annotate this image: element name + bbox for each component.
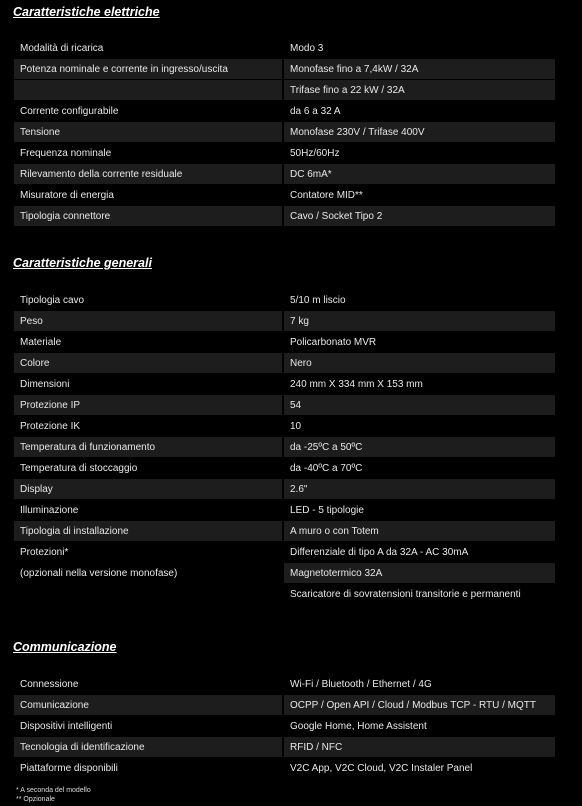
table-row: [14, 674, 555, 694]
row-label: Potenza nominale e corrente in ingresso/uscita: [14, 59, 282, 79]
row-value: 50Hz/60Hz: [282, 143, 555, 163]
row-label: Display: [14, 479, 282, 499]
row-value: 10: [282, 416, 555, 436]
row-value: V2C App, V2C Cloud, V2C Instaler Panel: [282, 758, 555, 778]
table-row: [14, 584, 555, 604]
row-value: Differenziale di tipo A da 32A - AC 30mA: [282, 542, 555, 562]
table-row: [14, 500, 555, 520]
row-value: Magnetotermico 32A: [282, 563, 555, 583]
footnotes: [16, 786, 91, 804]
table-row: [14, 38, 555, 58]
row-label: Tipologia di installazione: [14, 521, 282, 541]
row-value: Monofase 230V / Trifase 400V: [282, 122, 555, 142]
row-value: 5/10 m liscio: [282, 290, 555, 310]
table-row: [14, 311, 555, 331]
table-row: [14, 458, 555, 478]
row-value: Policarbonato MVR: [282, 332, 555, 352]
table-row: [14, 563, 555, 583]
row-value: 2.6": [282, 479, 555, 499]
communication-specs-table: [14, 673, 555, 779]
row-label: Illuminazione: [14, 500, 282, 520]
table-row: [14, 716, 555, 736]
row-value: Cavo / Socket Tipo 2: [282, 206, 555, 226]
table-row: [14, 416, 555, 436]
table-row: [14, 290, 555, 310]
row-value: Monofase fino a 7,4kW / 32A: [282, 59, 555, 79]
general-specs-table: [14, 289, 555, 605]
row-label: Materiale: [14, 332, 282, 352]
table-row: [14, 395, 555, 415]
row-value: 54: [282, 395, 555, 415]
row-label: (opzionali nella versione monofase): [14, 563, 282, 583]
table-row: [14, 206, 555, 226]
row-label: Comunicazione: [14, 695, 282, 715]
row-label: Dimensioni: [14, 374, 282, 394]
row-label: Protezioni*: [14, 542, 282, 562]
row-label: Temperatura di stoccaggio: [14, 458, 282, 478]
row-label: [14, 584, 282, 604]
row-label: Corrente configurabile: [14, 101, 282, 121]
row-value: Modo 3: [282, 38, 555, 58]
row-label: [14, 80, 282, 100]
table-row: [14, 437, 555, 457]
row-label: Frequenza nominale: [14, 143, 282, 163]
table-row: [14, 695, 555, 715]
row-label: Colore: [14, 353, 282, 373]
electrical-specs-table: [14, 37, 555, 227]
table-row: [14, 479, 555, 499]
table-row: [14, 59, 555, 79]
row-value: LED - 5 tipologie: [282, 500, 555, 520]
row-value: Wi-Fi / Bluetooth / Ethernet / 4G: [282, 674, 555, 694]
row-label: Tensione: [14, 122, 282, 142]
row-label: Peso: [14, 311, 282, 331]
row-label: Connessione: [14, 674, 282, 694]
row-label: Tipologia connettore: [14, 206, 282, 226]
table-row: [14, 374, 555, 394]
row-label: Tecnologia di identificazione: [14, 737, 282, 757]
table-row: [14, 332, 555, 352]
table-row: [14, 737, 555, 757]
row-label: Misuratore di energia: [14, 185, 282, 205]
table-row: [14, 353, 555, 373]
row-value: A muro o con Totem: [282, 521, 555, 541]
table-row: [14, 143, 555, 163]
table-row: [14, 122, 555, 142]
row-value: Nero: [282, 353, 555, 373]
table-row: [14, 101, 555, 121]
section-title-electrical: Caratteristiche elettriche: [13, 5, 160, 19]
row-value: DC 6mA*: [282, 164, 555, 184]
footnote-model: * A seconda del modello: [16, 787, 91, 794]
footnote-optional: ** Opzionale: [16, 796, 55, 803]
row-label: Temperatura di funzionamento: [14, 437, 282, 457]
row-value: Contatore MID**: [282, 185, 555, 205]
row-value: Google Home, Home Assistent: [282, 716, 555, 736]
section-title-general: Caratteristiche generali: [13, 256, 152, 270]
table-row: [14, 542, 555, 562]
row-value: da -25ºC a 50ºC: [282, 437, 555, 457]
row-value: RFID / NFC: [282, 737, 555, 757]
table-row: [14, 521, 555, 541]
row-label: Protezione IK: [14, 416, 282, 436]
row-label: Rilevamento della corrente residuale: [14, 164, 282, 184]
row-label: Modalità di ricarica: [14, 38, 282, 58]
row-value: 7 kg: [282, 311, 555, 331]
row-value: OCPP / Open API / Cloud / Modbus TCP - RTU / MQTT: [282, 695, 555, 715]
row-label: Dispositivi intelligenti: [14, 716, 282, 736]
table-row: [14, 80, 555, 100]
row-value: da 6 a 32 A: [282, 101, 555, 121]
table-row: [14, 758, 555, 778]
row-value: Scaricatore di sovratensioni transitorie e permanenti: [282, 584, 555, 604]
row-value: Trifase fino a 22 kW / 32A: [282, 80, 555, 100]
row-value: da -40ºC a 70ºC: [282, 458, 555, 478]
row-label: Protezione IP: [14, 395, 282, 415]
table-row: [14, 164, 555, 184]
row-value: 240 mm X 334 mm X 153 mm: [282, 374, 555, 394]
table-row: [14, 185, 555, 205]
row-label: Piattaforme disponibili: [14, 758, 282, 778]
section-title-communication: Communicazione: [13, 640, 117, 654]
row-label: Tipologia cavo: [14, 290, 282, 310]
